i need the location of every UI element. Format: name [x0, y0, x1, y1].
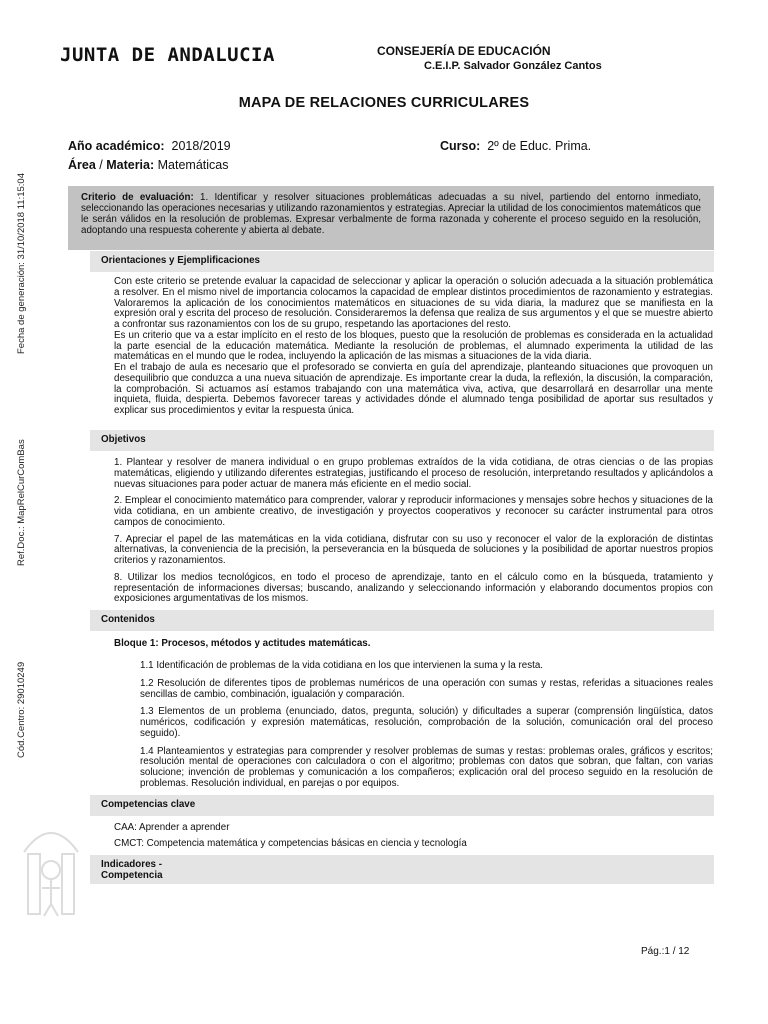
- criterio-text: 1. Identificar y resolver situaciones problemáticas adecuadas a su nivel, partiendo del entorno inmediato, seleccionando las operaciones necesarias y utilizando razonamientos y estrategias. Apreciar la utilidad de los conocimientos matemáticos que le serán válidos en la resolución de problemas. Expresar verbalmente de forma razonada y coherente el proceso seguido en la resolución, adoptando una respuesta coherente y abierta al debate.: [81, 192, 701, 236]
- indicadores-heading-line: Indicadores -: [101, 859, 162, 870]
- ministry-name: CONSEJERÍA DE EDUCACIÓN: [377, 44, 551, 58]
- contenidos-list: [140, 661, 713, 797]
- andalucia-emblem-watermark: [20, 812, 82, 922]
- competencia-item: CAA: Aprender a aprender: [114, 822, 230, 833]
- ref-doc: Ref.Doc.: MapRelCurComBas: [16, 439, 27, 566]
- competencia-item: CMCT: Competencia matemática y competencias básicas en ciencia y tecnología: [114, 838, 467, 849]
- page-number: Pág.:1 / 12: [641, 946, 690, 957]
- contenido-item: 1.4 Planteamientos y estrategias para comprender y resolver problemas de sumas y restas: problemas orales, gráficos y escritos; resolución mental de operaciones con calculadora o con el algoritmo; problemas con datos que sobran, que faltan, con varias solucione; invención de problemas y comunicación a los compañeros; explicación oral del proceso seguido en la resolución de problemas. Resolución individual, en parejas o por equipos.: [140, 745, 713, 789]
- course: [440, 139, 591, 153]
- course-label: Curso:: [440, 139, 481, 153]
- objetivo-item: 2. Emplear el conocimiento matemático para comprender, valorar y reproducir informaciones y mensajes sobre hechos y situaciones de la vida cotidiana, en un ambiente creativo, de investigación y proyectos cooperativos y reconocer su carácter instrumental para otros campos de conocimiento.: [114, 495, 713, 528]
- area-materia: [68, 158, 229, 172]
- header-institution: [377, 44, 602, 74]
- contenido-item: 1.2 Resolución de diferentes tipos de problemas numéricos de una operación con sumas y restas, referidas a situaciones reales sencillas de cambio, combinación, igualación y comparación.: [140, 677, 713, 700]
- criterio-label: Criterio de evaluación:: [81, 192, 194, 203]
- school-name: C.E.I.P. Salvador González Cantos: [424, 60, 602, 72]
- junta-de-andalucia-logo: JUNTA DE ANDALUCIA: [60, 44, 275, 66]
- academic-year-value: 2018/2019: [171, 139, 231, 153]
- document-title: MAPA DE RELACIONES CURRICULARES: [238, 95, 530, 111]
- criterio-box: [68, 186, 714, 250]
- section-orientaciones-heading: Orientaciones y Ejemplificaciones: [90, 251, 714, 272]
- indicadores-heading-line: Competencia: [101, 870, 163, 881]
- generation-date: Fecha de generación: 31/10/2018 11:15:04: [16, 173, 27, 354]
- academic-year-label: Año académico:: [68, 139, 165, 153]
- block-title: Bloque 1: Procesos, métodos y actitudes matemáticas.: [114, 638, 371, 649]
- orientaciones-paragraph: En el trabajo de aula es necesario que el profesorado se convierta en guía del aprendizaje, planteando situaciones que provoquen un desequilibrio que conduzca a una nueva situación de aprendizaje. Es importante crear la duda, la reflexión, la discusión, la comparación, la comprobación. Si actuamos así estamos trabajando con una matemática viva, activa, que desarrollará en desarrollar una mente inquieta, fluida, despierta. Debemos favorecer tareas y actividades dónde el alumnado tenga posibilidad de aportar sus resultados y explicar sus procedimientos y evitar la respuesta única.: [114, 362, 713, 416]
- objetivo-item: 7. Apreciar el papel de las matemáticas en la vida cotidiana, disfrutar con su uso y reconocer el valor de la exploración de distintas alternativas, la conveniencia de la precisión, la perseverancia en la búsqueda de soluciones y la posibilidad de aportar nuestros propios criterios y razonamientos.: [114, 533, 713, 566]
- orientaciones-text: [114, 277, 713, 417]
- section-competencias-heading: Competencias clave: [90, 795, 714, 816]
- orientaciones-paragraph: Es un criterio que va a estar implícito en el resto de los bloques, puesto que la resolución de problemas es considerada en la actualidad la parte esencial de la educación matemática. Mediante la resolución de problemas, el alumnado experimenta la utilidad de las matemáticas en el mundo que le rodea, incluyendo la aplicación de las mismas a situaciones de la vida diaria.: [114, 329, 713, 363]
- area-label: Área: [68, 158, 96, 172]
- materia-label: Materia:: [106, 158, 155, 172]
- area-separator: /: [95, 158, 107, 172]
- contenido-item: 1.3 Elementos de un problema (enunciado, datos, pregunta, solución) y dificultades a superar (comprensión lingüística, datos numéricos, codificación y expresión matemáticas, resolución, comprobación de la solución, comunicación oral del proceso seguido).: [140, 706, 713, 739]
- contenido-item: 1.1 Identificación de problemas de la vida cotidiana en los que intervienen la suma y la resta.: [140, 660, 544, 671]
- objetivo-item: 8. Utilizar los medios tecnológicos, en todo el proceso de aprendizaje, tanto en el cálculo como en la búsqueda, tratamiento y representación de informaciones diversas; buscando, analizando y seleccionando información y elaborando documentos propios con exposiciones argumentativas de los mismos.: [114, 571, 713, 605]
- section-objetivos-heading: Objetivos: [90, 430, 714, 451]
- orientaciones-paragraph: Con este criterio se pretende evaluar la capacidad de seleccionar y aplicar la operación o solución adecuada a la situación problemática a resolver. En el mismo nivel de importancia colocamos la capacidad de emplear distintos procedimientos de razonamiento y estrategias. Valoraremos la aplicación de los conocimientos matemáticos en situaciones de su vida diaria, la madurez que se manifiesta en la expresión oral y escrita del proceso de resolución. Consideraremos la defensa que realiza de sus argumentos y el que se muestre abierto a confrontar sus razonamientos con los de su grupo, respetando las aportaciones del resto.: [114, 276, 713, 330]
- course-value: 2º de Educ. Prima.: [487, 139, 592, 153]
- area-value: Matemáticas: [157, 158, 229, 172]
- academic-year: [68, 139, 231, 153]
- centre-code: Cód.Centro: 29010249: [16, 661, 27, 758]
- section-indicadores-heading: [90, 855, 714, 884]
- objetivos-list: [114, 458, 713, 611]
- section-contenidos-heading: Contenidos: [90, 610, 714, 631]
- objetivo-item: 1. Plantear y resolver de manera individual o en grupo problemas extraídos de la vida cotidiana, de otras ciencias o de las propias matemáticas, eligiendo y utilizando diferentes estrategias, justificando el proceso de resolución, interpretando resultados y aplicándolos a nuevas situaciones para poder actuar de manera más eficiente en el medio social.: [114, 457, 713, 490]
